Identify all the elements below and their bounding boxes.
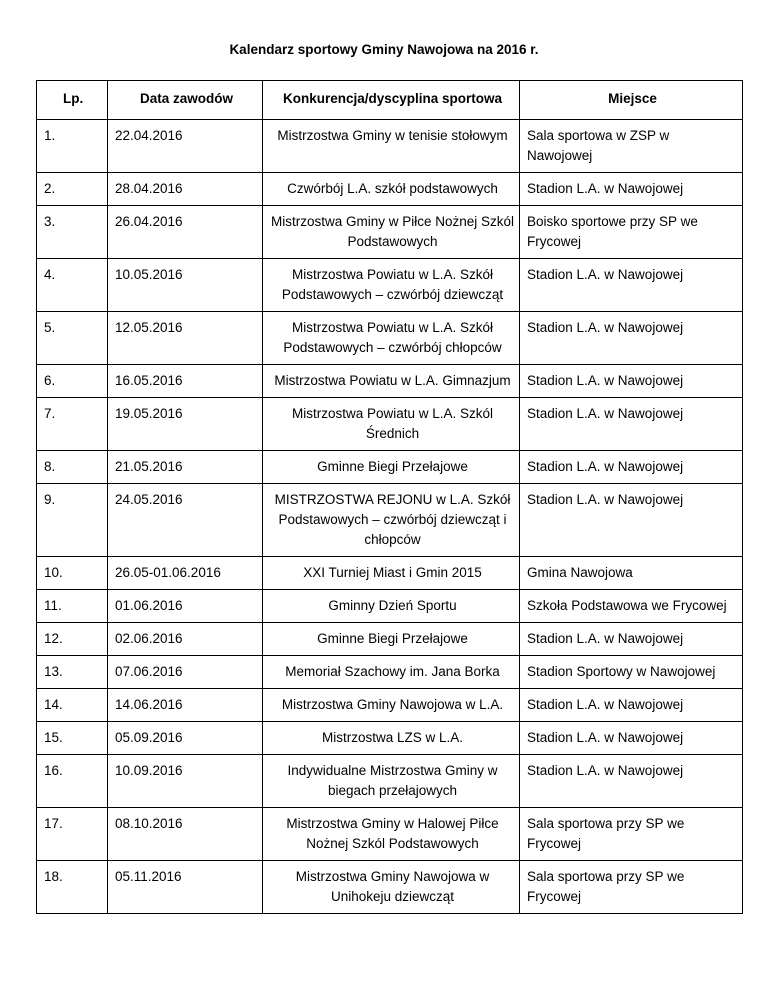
row-number: 16. bbox=[37, 755, 108, 808]
row-place: Stadion L.A. w Nawojowej bbox=[520, 484, 743, 557]
table-row bbox=[37, 623, 743, 656]
row-competition: Mistrzostwa Powiatu w L.A. Szkól Średnich bbox=[263, 398, 520, 451]
row-place: Szkoła Podstawowa we Frycowej bbox=[520, 590, 743, 623]
row-place: Stadion L.A. w Nawojowej bbox=[520, 365, 743, 398]
row-number: 15. bbox=[37, 722, 108, 755]
row-number: 11. bbox=[37, 590, 108, 623]
row-place: Stadion L.A. w Nawojowej bbox=[520, 173, 743, 206]
row-number: 8. bbox=[37, 451, 108, 484]
header-date: Data zawodów bbox=[108, 81, 263, 120]
sports-calendar-table bbox=[36, 80, 743, 914]
row-place: Stadion L.A. w Nawojowej bbox=[520, 451, 743, 484]
row-date: 01.06.2016 bbox=[108, 590, 263, 623]
row-date: 05.09.2016 bbox=[108, 722, 263, 755]
row-competition: Indywidualne Mistrzostwa Gminy w biegach przełajowych bbox=[263, 755, 520, 808]
row-competition: Mistrzostwa Powiatu w L.A. Gimnazjum bbox=[263, 365, 520, 398]
row-date: 14.06.2016 bbox=[108, 689, 263, 722]
header-lp: Lp. bbox=[37, 81, 108, 120]
row-date: 21.05.2016 bbox=[108, 451, 263, 484]
table-row bbox=[37, 484, 743, 557]
row-competition: Mistrzostwa Gminy w Halowej Piłce Nożnej Szkól Podstawowych bbox=[263, 808, 520, 861]
row-number: 3. bbox=[37, 206, 108, 259]
row-competition: Gminne Biegi Przełajowe bbox=[263, 623, 520, 656]
row-number: 5. bbox=[37, 312, 108, 365]
row-competition: Czwórbój L.A. szkół podstawowych bbox=[263, 173, 520, 206]
row-number: 9. bbox=[37, 484, 108, 557]
table-row bbox=[37, 173, 743, 206]
row-number: 14. bbox=[37, 689, 108, 722]
row-date: 28.04.2016 bbox=[108, 173, 263, 206]
header-competition: Konkurencja/dyscyplina sportowa bbox=[263, 81, 520, 120]
table-header-row bbox=[37, 81, 743, 120]
row-number: 18. bbox=[37, 861, 108, 914]
row-date: 02.06.2016 bbox=[108, 623, 263, 656]
row-competition: XXI Turniej Miast i Gmin 2015 bbox=[263, 557, 520, 590]
row-date: 08.10.2016 bbox=[108, 808, 263, 861]
row-number: 2. bbox=[37, 173, 108, 206]
table-row bbox=[37, 755, 743, 808]
table-row bbox=[37, 312, 743, 365]
row-place: Sala sportowa w ZSP w Nawojowej bbox=[520, 120, 743, 173]
row-number: 12. bbox=[37, 623, 108, 656]
row-place: Stadion L.A. w Nawojowej bbox=[520, 312, 743, 365]
row-place: Stadion L.A. w Nawojowej bbox=[520, 755, 743, 808]
table-row bbox=[37, 656, 743, 689]
table-row bbox=[37, 451, 743, 484]
table-row bbox=[37, 557, 743, 590]
row-place: Sala sportowa przy SP we Frycowej bbox=[520, 861, 743, 914]
row-date: 07.06.2016 bbox=[108, 656, 263, 689]
row-date: 24.05.2016 bbox=[108, 484, 263, 557]
table-row bbox=[37, 120, 743, 173]
row-competition: Gminne Biegi Przełajowe bbox=[263, 451, 520, 484]
row-number: 17. bbox=[37, 808, 108, 861]
row-competition: Mistrzostwa Gminy w tenisie stołowym bbox=[263, 120, 520, 173]
table-row bbox=[37, 808, 743, 861]
row-place: Stadion L.A. w Nawojowej bbox=[520, 398, 743, 451]
table-row bbox=[37, 861, 743, 914]
row-place: Stadion L.A. w Nawojowej bbox=[520, 689, 743, 722]
row-competition: Memoriał Szachowy im. Jana Borka bbox=[263, 656, 520, 689]
row-date: 26.05-01.06.2016 bbox=[108, 557, 263, 590]
row-competition: Mistrzostwa Gminy Nawojowa w L.A. bbox=[263, 689, 520, 722]
row-date: 10.09.2016 bbox=[108, 755, 263, 808]
row-date: 19.05.2016 bbox=[108, 398, 263, 451]
row-competition: Mistrzostwa Powiatu w L.A. Szkół Podstawowych – czwórbój dziewcząt bbox=[263, 259, 520, 312]
row-place: Sala sportowa przy SP we Frycowej bbox=[520, 808, 743, 861]
row-place: Stadion Sportowy w Nawojowej bbox=[520, 656, 743, 689]
table-row bbox=[37, 590, 743, 623]
row-number: 7. bbox=[37, 398, 108, 451]
document-title: Kalendarz sportowy Gminy Nawojowa na 2016 r. bbox=[229, 42, 539, 57]
row-place: Gmina Nawojowa bbox=[520, 557, 743, 590]
row-date: 12.05.2016 bbox=[108, 312, 263, 365]
row-competition: Mistrzostwa Gminy w Piłce Nożnej Szkól Podstawowych bbox=[263, 206, 520, 259]
row-place: Stadion L.A. w Nawojowej bbox=[520, 259, 743, 312]
row-competition: Mistrzostwa Gminy Nawojowa w Unihokeju dziewcząt bbox=[263, 861, 520, 914]
row-date: 26.04.2016 bbox=[108, 206, 263, 259]
table-row bbox=[37, 722, 743, 755]
row-place: Boisko sportowe przy SP we Frycowej bbox=[520, 206, 743, 259]
row-competition: MISTRZOSTWA REJONU w L.A. Szkół Podstawowych – czwórbój dziewcząt i chłopców bbox=[263, 484, 520, 557]
row-competition: Mistrzostwa LZS w L.A. bbox=[263, 722, 520, 755]
row-number: 6. bbox=[37, 365, 108, 398]
row-number: 13. bbox=[37, 656, 108, 689]
row-place: Stadion L.A. w Nawojowej bbox=[520, 722, 743, 755]
row-place: Stadion L.A. w Nawojowej bbox=[520, 623, 743, 656]
row-date: 16.05.2016 bbox=[108, 365, 263, 398]
table-row bbox=[37, 206, 743, 259]
table-row bbox=[37, 398, 743, 451]
table-row bbox=[37, 365, 743, 398]
header-place: Miejsce bbox=[520, 81, 743, 120]
row-number: 1. bbox=[37, 120, 108, 173]
row-date: 10.05.2016 bbox=[108, 259, 263, 312]
table-row bbox=[37, 689, 743, 722]
row-competition: Gminny Dzień Sportu bbox=[263, 590, 520, 623]
row-number: 4. bbox=[37, 259, 108, 312]
row-date: 22.04.2016 bbox=[108, 120, 263, 173]
table-row bbox=[37, 259, 743, 312]
row-competition: Mistrzostwa Powiatu w L.A. Szkół Podstawowych – czwórbój chłopców bbox=[263, 312, 520, 365]
row-number: 10. bbox=[37, 557, 108, 590]
row-date: 05.11.2016 bbox=[108, 861, 263, 914]
